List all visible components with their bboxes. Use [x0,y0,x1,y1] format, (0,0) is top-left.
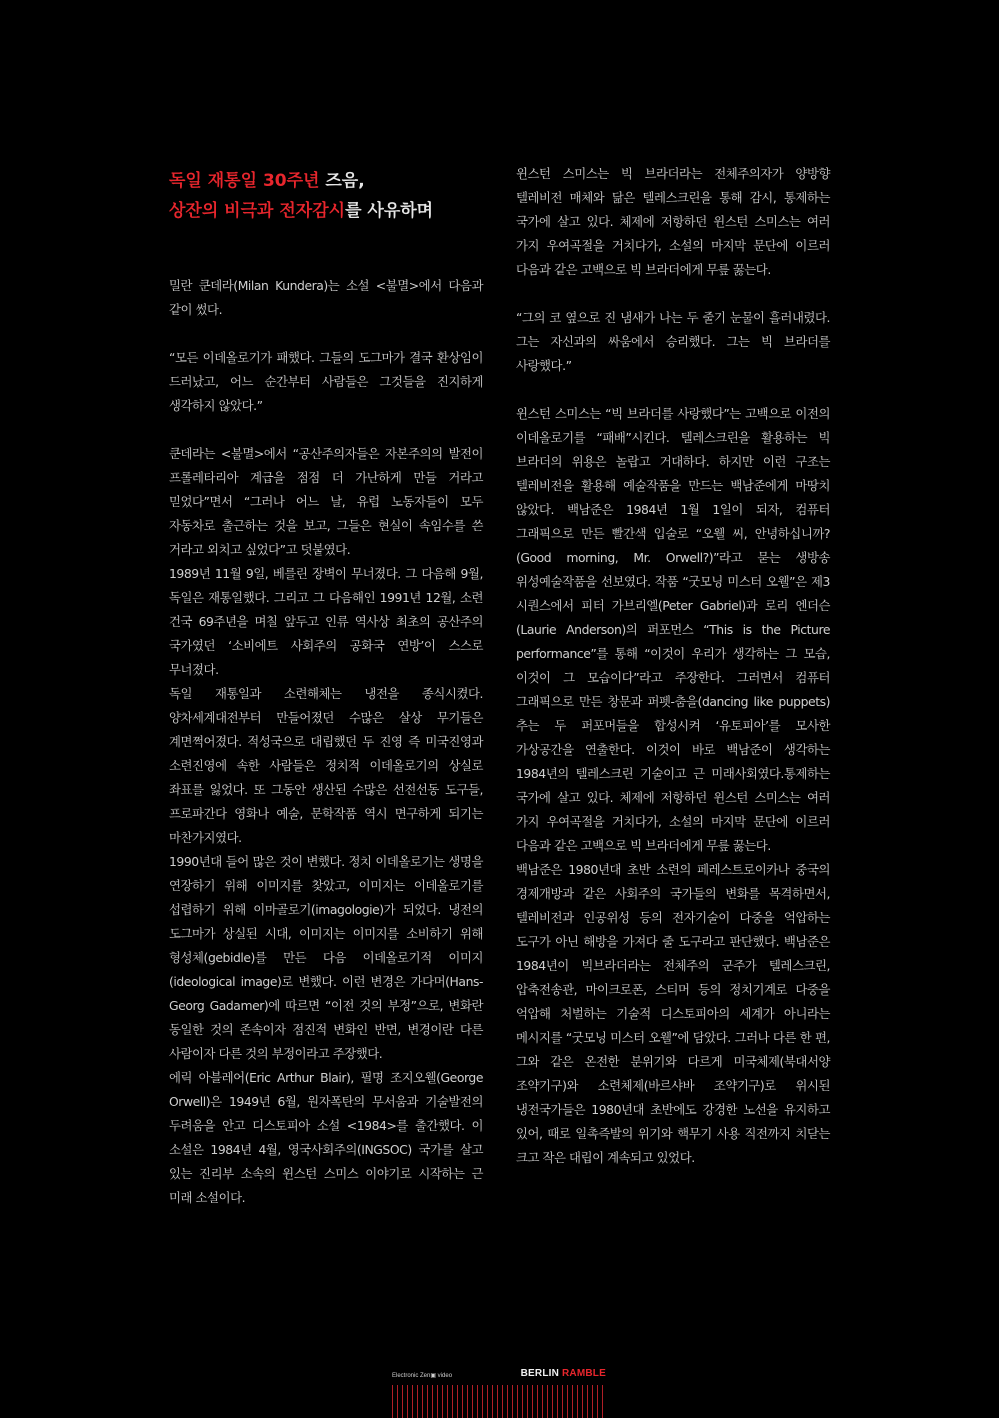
brand-logo [521,1368,606,1379]
spacer [169,418,483,442]
article-title [169,166,483,226]
right-column [516,162,830,1170]
spacer [516,282,830,306]
paragraph: 밀란 쿤데라(Milan Kundera)는 소설 <불멸>에서 다음과 같이 썼다. [169,278,483,317]
title-highlight: 전자감시 [279,201,346,221]
quote-paragraph: “그의 코 옆으로 진 냄새가 나는 두 줄기 눈물이 흘러내렸다. 그는 자신과의 싸움에서 승리했다. 그는 빅 브라더를 사랑했다.” [516,310,830,373]
quote-paragraph: “모든 이데올로기가 패했다. 그들의 도그마가 결국 환상임이 드러났고, 어느 순간부터 사람들은 그것들을 진지하게 생각하지 않았다.” [169,350,483,413]
title-highlight: 상잔의 비극 [169,201,258,221]
left-column [169,162,483,1210]
brand-logo-word: RAMBLE [562,1368,606,1379]
paragraph: 쿤데라는 <불멸>에서 “공산주의자들은 자본주의의 발전이 프롤레타리아 계급을 점점 더 가난하게 만들 거라고 믿었다”면서 “그러나 어느 날, 유럽 노동자들이 모두 자동차로 출근하는 것을 보고, 그들은 현실이 속임수를 쓴 거라고 외치고 싶었다”고 덧붙였다. [169,446,483,557]
title-highlight: 과 [257,201,280,221]
page-footer [392,1368,607,1418]
brand-logo-word: BERLIN [520,1368,563,1379]
paragraph: 1990년대 들어 많은 것이 변했다. 정치 이데올로기는 생명을 연장하기 위해 이미지를 찾았고, 이미지는 이데올로기를 섭렵하기 위해 이마골로기(imagologie)가 되었다. 냉전의 도그마가 상실된 시대, 이미지는 이미지를 소비하기 위해 형성체(gebidle)를 만든 다음 이데올로기적 이미지(ideological image)로 변했다. 이런 변경은 가다머(Hans-Georg Gadamer)에 따르면 “이전 것의 부정”으로, 변화란 동일한 것의 존속이자 점진적 변화인 반면, 변경이란 다른 사람이자 다른 것의 부정이라고 주장했다. [169,854,483,1061]
paragraph: 독일 재통일과 소련해체는 냉전을 종식시켰다. 양차세계대전부터 만들어졌던 수많은 살상 무기들은 계면쩍어졌다. 적성국으로 대립했던 두 진영 즉 미국진영과 소련진영에 속한 사람들은 정치적 이데올로기의 상실로 좌표를 잃었다. 또 그동안 생산된 수많은 선전선동 도구들, 프로파간다 영화나 예술, 문학작품 역시 면구하게 되기는 마찬가지였다. [169,686,483,845]
paragraph: 1989년 11월 9일, 베를린 장벽이 무너졌다. 그 다음해 9월, 독일은 재통일했다. 그리고 그 다음해인 1991년 12월, 소련 건국 69주년을 며칠 앞두고 인류 역사상 최초의 공산주의 국가였던 ‘소비에트 사회주의 공화국 연방’이 스스로 무너졌다. [169,566,483,677]
paragraph: 윈스턴 스미스는 빅 브라더라는 전체주의자가 양방향 텔레비전 매체와 닮은 텔레스크린을 통해 감시, 통제하는 국가에 살고 있다. 체제에 저항하던 윈스턴 스미스는 여러 가지 우여곡절을 거치다가, 소설의 마지막 문단에 이르러 다음과 같은 고백으로 빅 브라더에게 무릎 꿇는다. [516,166,830,277]
paragraph: 백남준은 1980년대 초반 소련의 페레스트로이카나 중국의 경제개방과 같은 사회주의 국가들의 변화를 목격하면서, 텔레비전과 인공위성 등의 전자기술이 다중을 억압하는 도구가 아닌 해방을 가져다 줄 도구라고 판단했다. 백남준은 1984년이 빅브라더라는 전체주의 군주가 텔레스크린, 압축전송관, 마이크로폰, 스티머 등의 정치기계로 다중을 억압해 처벌하는 기술적 디스토피아의 세계가 아니라는 메시지를 “굿모닝 미스터 오웰”에 담았다. 그러나 다른 한 편, 그와 같은 온전한 분위기와 다르게 미국체제(북대서양 조약기구)와 소련체제(바르샤바 조약기구)로 위시된 냉전국가들은 1980년대 초반에도 강경한 노선을 유지하고 있어, 때로 일촉즉발의 위기와 핵무기 사용 직전까지 치닫는 크고 작은 대립이 계속되고 있었다. [516,862,830,1165]
barcode-decoration [392,1385,607,1418]
spacer [516,378,830,402]
footer-caption: Electronic Zen▣ video [392,1373,453,1379]
title-text: 즈음, [319,171,365,191]
spacer [169,322,483,346]
title-line-2 [169,196,483,226]
spacer [169,226,483,274]
title-highlight: 독일 재통일 30주년 [169,171,320,191]
title-text: 를 사유하며 [345,201,434,221]
paragraph: 윈스턴 스미스는 “빅 브라더를 사랑했다”는 고백으로 이전의 이데올로기를 “패배”시킨다. 텔레스크린을 활용하는 빅 브라더의 위용은 놀랍고 거대하다. 하지만 이런 구조는 텔레비전을 활용해 예술작품을 만드는 백남준에게 마땅치 않았다. 백남준은 1984년 1월 1일이 되자, 컴퓨터 그래픽으로 만든 빨간색 입술로 “오웰 씨, 안녕하십니까?(Good morning, Mr. Orwell?)”라고 묻는 생방송 위성예술작품을 선보였다. 작품 “굿모닝 미스터 오웰”은 제3 시퀀스에서 피터 가브리엘(Peter Gabriel)과 로리 엔더슨(Laurie Anderson)의 퍼포먼스 “This is the Picture performance”를 통해 “이것이 우리가 생각하는 그 모습, 이것이 그 모습이다”라고 주장한다. 그러면서 컴퓨터 그래픽으로 만든 창문과 퍼펫-춤을(dancing like puppets) 추는 두 퍼포머들을 합성시켜 ‘유토피아’를 모사한 가상공간을 연출한다. 이것이 바로 백남준이 생각하는 1984년의 텔레스크린 기술이고 근 미래사회였다.통제하는 국가에 살고 있다. 체제에 저항하던 윈스턴 스미스는 여러 가지 우여곡절을 거치다가, 소설의 마지막 문단에 이르러 다음과 같은 고백으로 빅 브라더에게 무릎 꿇는다. [516,406,830,853]
paragraph: 에릭 아블레어(Eric Arthur Blair), 필명 조지오웰(George Orwell)은 1949년 6월, 원자폭탄의 무서움과 기술발전의 두려움을 안고 디스토피아 소설 <1984>를 출간했다. 이 소설은 1984년 4월, 영국사회주의(INGSOC) 국가를 살고 있는 진리부 소속의 윈스턴 스미스 이야기로 시작하는 근 미래 소설이다. [169,1070,483,1205]
title-line-1 [169,166,483,196]
